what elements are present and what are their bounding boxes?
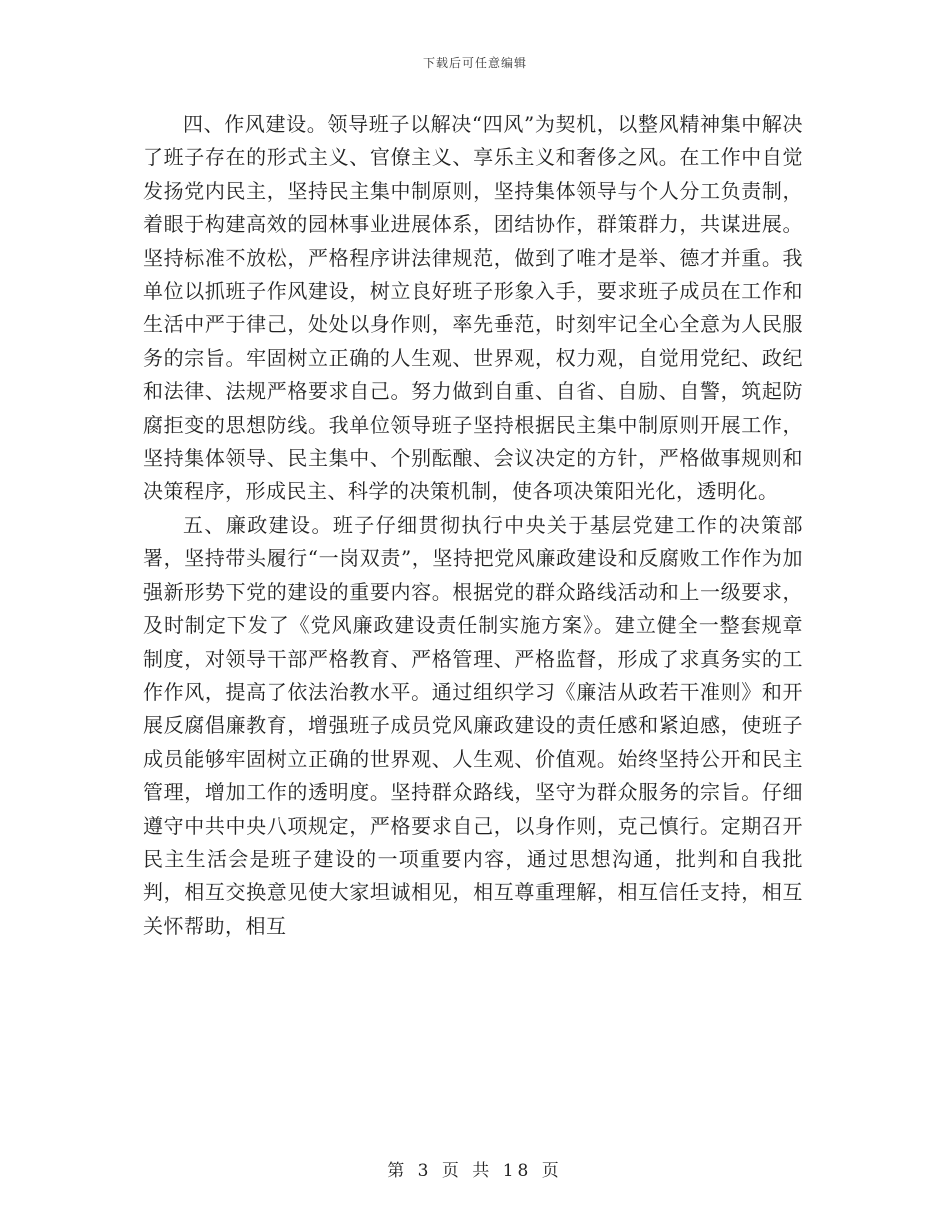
page-footer: 第 3 页 共 18 页: [387, 1161, 563, 1181]
page-header: 下载后可任意编辑: [422, 56, 527, 70]
paragraph-style-building: 四、作风建设。领导班子以解决“四风”为契机，以整风精神集中解决了班子存在的形式主义、官僚主义、享乐主义和奢侈之风。在工作中自觉发扬党内民主，坚持民主集中制原则，坚持集体领导与个人分工负责制，着眼于构建高效的园林事业进展体系，团结协作，群策群力，共谋进展。坚持标准不放松，严格程序讲法律规范，做到了唯才是举、德才并重。我单位以抓班子作风建设，树立良好班子形象入手，要求班子成员在工作和生活中严于律己，处处以身作则，率先垂范，时刻牢记全心全意为人民服务的宗旨。牢固树立正确的人生观、世界观，权力观，自觉用党纪、政纪和法律、法规严格要求自己。努力做到自重、自省、自励、自警，筑起防腐拒变的思想防线。我单位领导班子坚持根据民主集中制原则开展工作，坚持集体领导、民主集中、个别酝酿、会议决定的方针，严格做事规则和决策程序，形成民主、科学的决策机制，使各项决策阳光化，透明化。: [143, 112, 803, 504]
document-body: [143, 108, 803, 943]
paragraph-integrity-building: 五、廉政建设。班子仔细贯彻执行中央关于基层党建工作的决策部署，坚持带头履行“一岗双责”，坚持把党风廉政建设和反腐败工作作为加强新形势下党的建设的重要内容。根据党的群众路线活动和上一级要求，及时制定下发了《党风廉政建设责任制实施方案》。建立健全一整套规章制度，对领导干部严格教育、严格管理、严格监督，形成了求真务实的工作作风，提高了依法治教水平。通过组织学习《廉洁从政若干准则》和开展反腐倡廉教育，增强班子成员党风廉政建设的责任感和紧迫感，使班子成员能够牢固树立正确的世界观、人生观、价值观。始终坚持公开和民主管理，增加工作的透明度。坚持群众路线，坚守为群众服务的宗旨。仔细遵守中共中央八项规定，严格要求自己，以身作则，克己慎行。定期召开民主生活会是班子建设的一项重要内容，通过思想沟通，批判和自我批判，相互交换意见使大家坦诚相见，相互尊重理解，相互信任支持，相互关怀帮助，相互: [143, 512, 803, 938]
